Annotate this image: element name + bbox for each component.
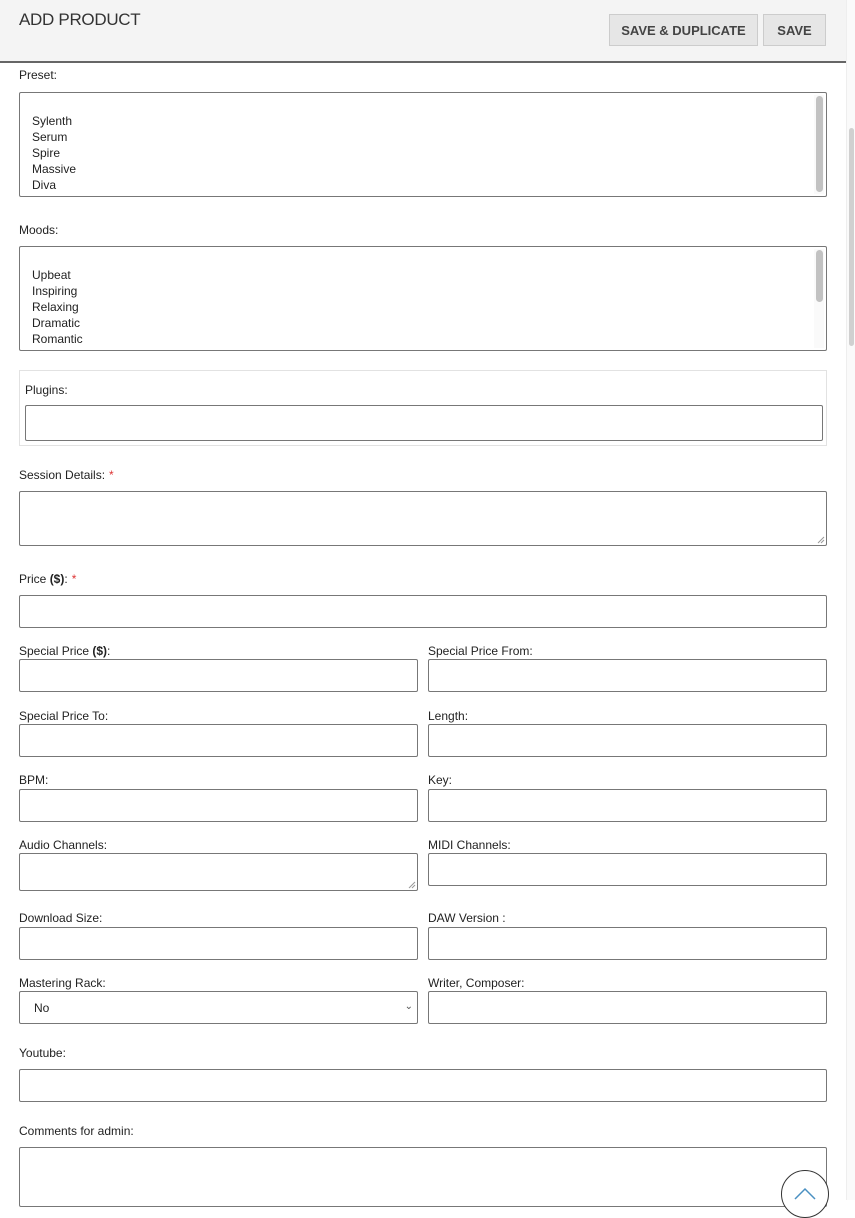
- plugins-label: Plugins:: [25, 383, 68, 397]
- save-and-duplicate-button[interactable]: SAVE & DUPLICATE: [609, 14, 758, 46]
- session-details-label: [19, 468, 114, 482]
- comments-for-admin-label: Comments for admin:: [19, 1124, 134, 1138]
- chevron-up-icon: [782, 1171, 828, 1201]
- preset-listbox[interactable]: [19, 92, 827, 197]
- comments-for-admin-textarea[interactable]: [19, 1147, 827, 1207]
- download-size-input[interactable]: [19, 927, 418, 960]
- moods-label: Moods:: [19, 223, 59, 237]
- special-price-from-label: Special Price From:: [428, 644, 533, 658]
- midi-channels-label: MIDI Channels:: [428, 838, 511, 852]
- special-price-label-colon: :: [107, 644, 111, 658]
- price-input[interactable]: [19, 595, 827, 628]
- mood-option[interactable]: Romantic: [32, 332, 83, 346]
- special-price-from-input[interactable]: [428, 659, 827, 692]
- price-label-text: Price: [19, 572, 50, 586]
- moods-listbox[interactable]: [19, 246, 827, 351]
- save-button[interactable]: SAVE: [763, 14, 826, 46]
- resize-handle-icon[interactable]: [817, 536, 825, 544]
- daw-version-label: DAW Version :: [428, 911, 506, 925]
- key-label: Key:: [428, 773, 453, 787]
- mastering-rack-label: Mastering Rack:: [19, 976, 106, 990]
- mood-option[interactable]: Inspiring: [32, 284, 78, 298]
- chevron-down-icon: ⌄: [404, 1001, 413, 1012]
- mastering-rack-select[interactable]: [19, 991, 418, 1024]
- bpm-label: BPM:: [19, 773, 49, 787]
- mood-option[interactable]: Upbeat: [32, 268, 71, 282]
- mastering-rack-value: No: [34, 1001, 50, 1015]
- page-title: ADD PRODUCT: [19, 10, 141, 29]
- special-price-to-label: Special Price To:: [19, 709, 109, 723]
- youtube-input[interactable]: [19, 1069, 827, 1102]
- writer-composer-label: Writer, Composer:: [428, 976, 525, 990]
- writer-composer-input[interactable]: [428, 991, 827, 1024]
- mood-option[interactable]: Dramatic: [32, 316, 81, 330]
- page-scrollbar-thumb[interactable]: [849, 128, 854, 346]
- special-price-label-text: Special Price: [19, 644, 93, 658]
- resize-handle-icon[interactable]: [408, 881, 416, 889]
- price-label-colon: :: [64, 572, 68, 586]
- preset-scrollbar-thumb[interactable]: [816, 96, 823, 192]
- length-label: Length:: [428, 709, 469, 723]
- special-price-label: [19, 644, 110, 658]
- key-input[interactable]: [428, 789, 827, 822]
- price-label: [19, 572, 76, 586]
- required-mark: *: [71, 572, 77, 586]
- preset-label: Preset:: [19, 68, 58, 82]
- download-size-label: Download Size:: [19, 911, 103, 925]
- special-price-to-input[interactable]: [19, 724, 418, 757]
- preset-option[interactable]: Massive: [32, 162, 77, 176]
- special-price-currency: ($): [92, 644, 108, 658]
- bpm-input[interactable]: [19, 789, 418, 822]
- special-price-input[interactable]: [19, 659, 418, 692]
- length-input[interactable]: [428, 724, 827, 757]
- midi-channels-input[interactable]: [428, 853, 827, 886]
- price-currency: ($): [49, 572, 65, 586]
- audio-channels-label: Audio Channels:: [19, 838, 108, 852]
- preset-option[interactable]: Serum: [32, 130, 68, 144]
- mood-option[interactable]: Relaxing: [32, 300, 79, 314]
- youtube-label: Youtube:: [19, 1046, 66, 1060]
- page-header: [0, 0, 846, 63]
- required-mark: *: [109, 468, 114, 482]
- preset-option[interactable]: Spire: [32, 146, 61, 160]
- daw-version-input[interactable]: [428, 927, 827, 960]
- audio-channels-textarea[interactable]: [19, 853, 418, 891]
- preset-option[interactable]: Diva: [32, 178, 57, 192]
- scroll-to-top-button[interactable]: [781, 1170, 829, 1218]
- plugins-input[interactable]: [25, 405, 823, 441]
- moods-scrollbar-thumb[interactable]: [816, 250, 823, 302]
- session-details-textarea[interactable]: [19, 491, 827, 546]
- session-details-label-text: Session Details:: [19, 468, 106, 482]
- preset-option[interactable]: Sylenth: [32, 114, 73, 128]
